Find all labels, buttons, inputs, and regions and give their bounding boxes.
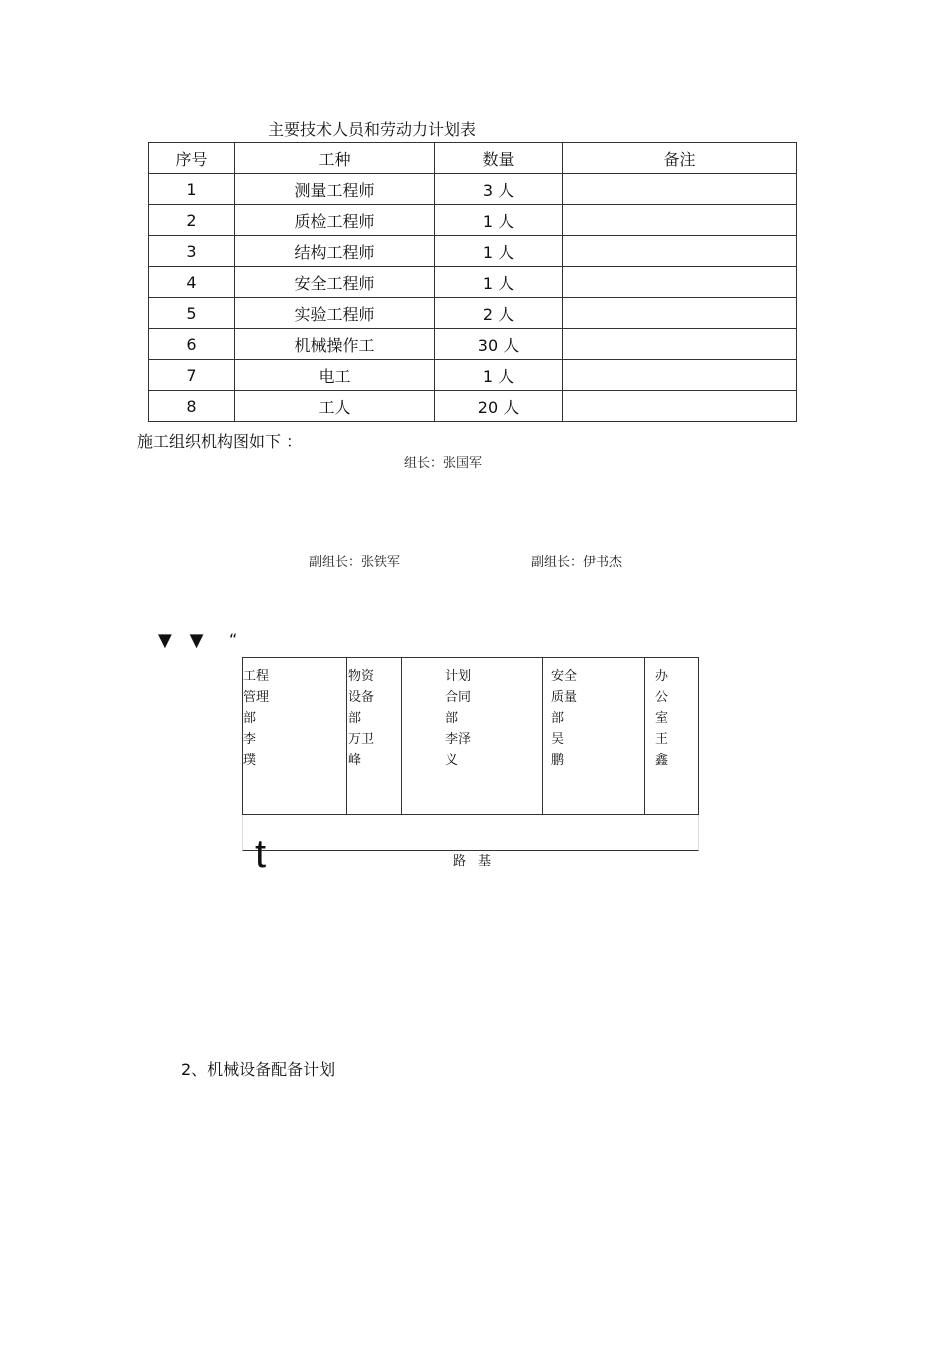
row-type: 实验工程师 xyxy=(235,298,435,329)
header-count: 数量 xyxy=(435,143,563,174)
header-no: 序号 xyxy=(149,143,235,174)
dept-line: 万卫 xyxy=(348,732,375,747)
row-type: 安全工程师 xyxy=(235,267,435,298)
row-no: 4 xyxy=(149,267,235,298)
roadbed-label: 路基 xyxy=(453,854,504,869)
table-row xyxy=(149,391,797,422)
row-no: 3 xyxy=(149,236,235,267)
dept-line: 安全 xyxy=(551,669,578,684)
labor-plan-table xyxy=(148,142,797,422)
table-header-row xyxy=(149,143,797,174)
dept-line: 部 xyxy=(348,711,362,726)
dept-line: 部 xyxy=(551,711,565,726)
row-no: 5 xyxy=(149,298,235,329)
department-planning xyxy=(402,658,543,814)
table-row xyxy=(149,267,797,298)
row-no: 8 xyxy=(149,391,235,422)
dept-line: 质量 xyxy=(551,690,578,705)
row-count: 3 人 xyxy=(435,174,563,205)
row-no: 7 xyxy=(149,360,235,391)
dept-line: 李 xyxy=(243,732,257,747)
dept-line: 公 xyxy=(655,690,669,705)
row-note xyxy=(563,298,797,329)
row-note xyxy=(563,236,797,267)
department-materials xyxy=(347,658,402,814)
row-no: 1 xyxy=(149,174,235,205)
table-row xyxy=(149,205,797,236)
dept-line: 鑫 xyxy=(655,753,669,768)
dept-line: 设备 xyxy=(348,690,375,705)
dept-line: 工程 xyxy=(243,669,270,684)
row-count: 1 人 xyxy=(435,205,563,236)
department-box xyxy=(242,657,699,815)
row-count: 2 人 xyxy=(435,298,563,329)
row-count: 1 人 xyxy=(435,236,563,267)
header-note: 备注 xyxy=(563,143,797,174)
row-type: 结构工程师 xyxy=(235,236,435,267)
dept-line: 王 xyxy=(655,732,669,747)
t-glyph: t xyxy=(255,832,267,876)
row-count: 1 人 xyxy=(435,267,563,298)
row-count: 1 人 xyxy=(435,360,563,391)
dept-line: 部 xyxy=(445,711,459,726)
dept-line: 计划 xyxy=(445,669,472,684)
dept-line: 鹏 xyxy=(551,753,565,768)
quote-mark: “ xyxy=(229,630,238,649)
table-row xyxy=(149,174,797,205)
department-engineering xyxy=(243,658,347,814)
dept-line: 合同 xyxy=(445,690,472,705)
row-note xyxy=(563,205,797,236)
org-chart-intro: 施工组织机构图如下 ： xyxy=(137,432,303,451)
row-note xyxy=(563,391,797,422)
row-no: 6 xyxy=(149,329,235,360)
row-note xyxy=(563,360,797,391)
row-note xyxy=(563,329,797,360)
org-deputy-1: 副组长：张铁军 xyxy=(309,555,401,570)
dept-line: 办 xyxy=(655,669,669,684)
section-heading-equipment: 2、机械设备配备计划 xyxy=(181,1060,336,1079)
dept-line: 管理 xyxy=(243,690,270,705)
department-office xyxy=(645,658,700,814)
table-row xyxy=(149,298,797,329)
department-safety xyxy=(543,658,645,814)
org-leader: 组长：张国军 xyxy=(404,456,483,471)
roadbed-box xyxy=(242,815,699,851)
header-type: 工种 xyxy=(235,143,435,174)
row-note xyxy=(563,174,797,205)
dept-line: 部 xyxy=(243,711,257,726)
row-count: 20 人 xyxy=(435,391,563,422)
dept-line: 峰 xyxy=(348,753,362,768)
down-arrow-icon: ▼ ▼ xyxy=(158,630,210,651)
dept-line: 室 xyxy=(655,711,669,726)
row-type: 测量工程师 xyxy=(235,174,435,205)
dept-line: 义 xyxy=(445,753,459,768)
table-row xyxy=(149,329,797,360)
row-type: 工人 xyxy=(235,391,435,422)
table-title: 主要技术人员和劳动力计划表 xyxy=(268,120,477,139)
table-row xyxy=(149,236,797,267)
row-count: 30 人 xyxy=(435,329,563,360)
dept-line: 吴 xyxy=(551,732,565,747)
dept-line: 璞 xyxy=(243,753,257,768)
row-type: 电工 xyxy=(235,360,435,391)
org-deputy-2: 副组长：伊书杰 xyxy=(531,555,623,570)
dept-line: 物资 xyxy=(348,669,375,684)
row-type: 机械操作工 xyxy=(235,329,435,360)
row-type: 质检工程师 xyxy=(235,205,435,236)
row-note xyxy=(563,267,797,298)
dept-line: 李泽 xyxy=(445,732,472,747)
row-no: 2 xyxy=(149,205,235,236)
table-row xyxy=(149,360,797,391)
